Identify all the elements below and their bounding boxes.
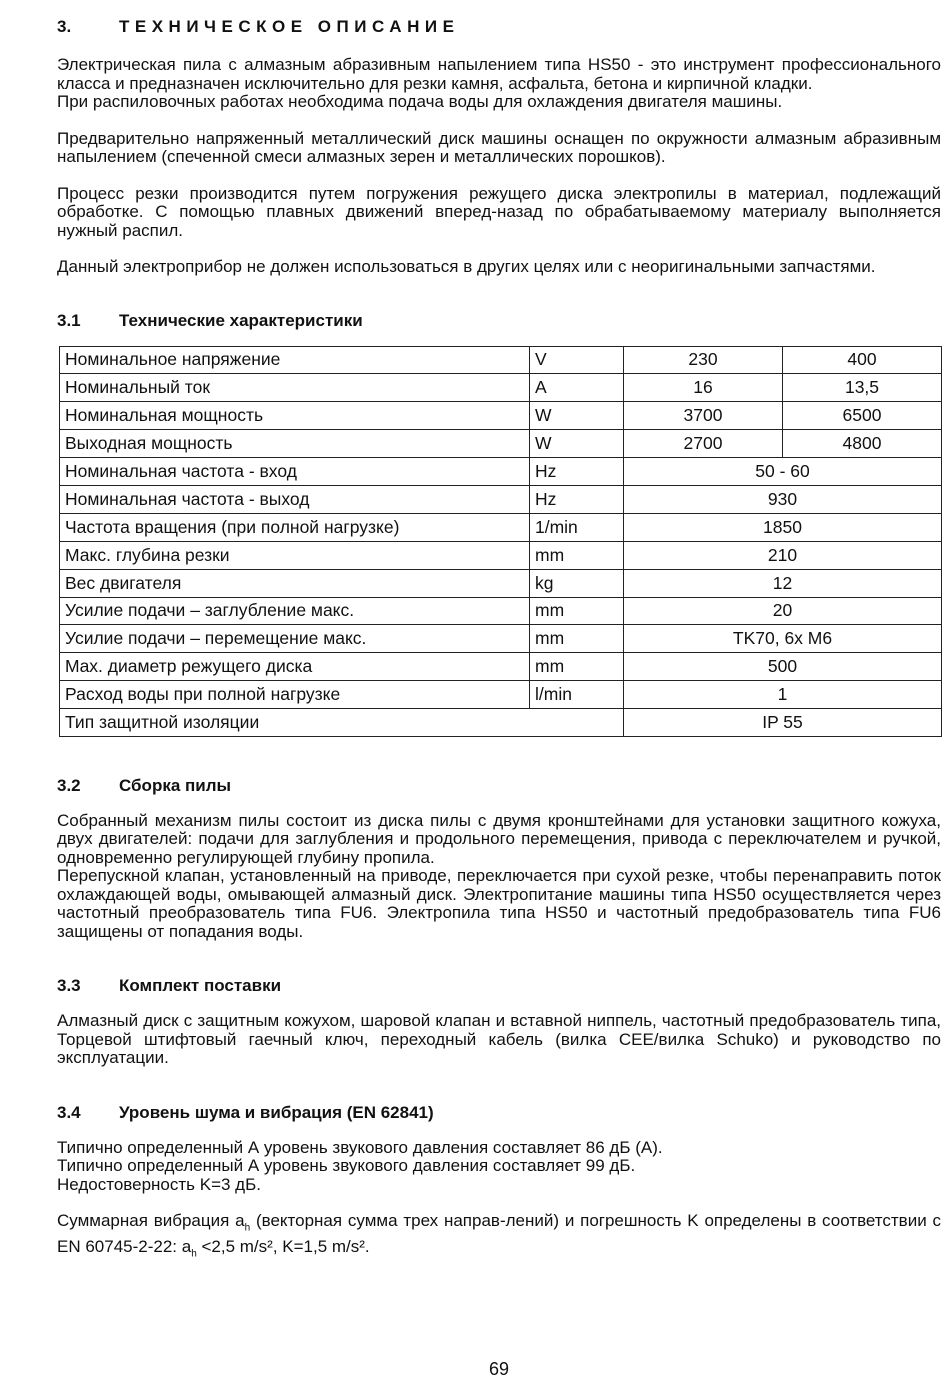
- spec-label: Номинальная мощность: [60, 402, 530, 430]
- spec-value: 210: [624, 541, 942, 569]
- section-number: 3.4: [57, 1102, 81, 1122]
- spec-value: 1: [624, 681, 942, 709]
- vibration-text: Суммарная вибрация a: [57, 1211, 245, 1231]
- noise-line: Типично определенный А уровень звукового давления составляет 86 дБ (А).: [57, 1137, 663, 1157]
- spec-label: Выходная мощность: [60, 430, 530, 458]
- spec-unit: l/min: [530, 681, 624, 709]
- spec-table: [59, 346, 942, 737]
- table-row: [60, 485, 942, 513]
- spec-value: 6500: [783, 402, 942, 430]
- spec-value: 16: [624, 374, 783, 402]
- document-page: [57, 14, 941, 1264]
- paragraph: Перепускной клапан, установленный на приводе, переключается при сухой резке, чтобы перенаправить поток охлаждающей воды, омывающей алмазный диск. Электропитание машины типа HS50 осуществляется через частотный преобразователь типа FU6. Электропила типа HS50 и частотный предобразователь типа FU6 защищены от попадания воды.: [57, 866, 941, 941]
- section-3-2-heading: [57, 775, 941, 797]
- spec-value: 50 - 60: [624, 458, 942, 486]
- table-row: [60, 653, 942, 681]
- spec-label: Max. диаметр режущего диска: [60, 653, 530, 681]
- section-number: 3.: [57, 17, 72, 36]
- spec-unit: kg: [530, 569, 624, 597]
- table-row: [60, 625, 942, 653]
- spec-label: Номинальная частота - выход: [60, 485, 530, 513]
- spec-value: 12: [624, 569, 942, 597]
- section-number: 3.1: [57, 310, 81, 330]
- paragraph: Электрическая пила с алмазным абразивным напылением типа HS50 - это инструмент профессионального класса и предназначен исключительно для резки камня, асфальта, бетона и кирпичной кладки.: [57, 55, 941, 93]
- spec-label: Макс. глубина резки: [60, 541, 530, 569]
- spec-value: 1850: [624, 513, 942, 541]
- paragraph: Предварительно напряженный металлический диск машины оснащен по окружности алмазным абразивным напылением (спеченной смеси алмазных зерен и металлических порошков).: [57, 128, 941, 166]
- spec-unit: mm: [530, 653, 624, 681]
- table-row: [60, 402, 942, 430]
- spec-unit: Hz: [530, 485, 624, 513]
- section-3-1-heading: [57, 310, 941, 332]
- subscript: h: [191, 1248, 197, 1260]
- spec-value: 230: [624, 346, 783, 374]
- table-row: [60, 346, 942, 374]
- vibration-text: (векторная сумма трех направ-лений) и погрешность K определены в соответствии с EN 60745-2-22: a: [57, 1211, 942, 1257]
- section-title: Сборка пилы: [119, 775, 232, 795]
- section-title: Технические характеристики: [119, 310, 363, 330]
- table-row: [60, 681, 942, 709]
- spec-label: Вес двигателя: [60, 569, 530, 597]
- spec-value: 930: [624, 485, 942, 513]
- spec-unit: V: [530, 346, 624, 374]
- section-number: 3.2: [57, 775, 81, 795]
- paragraph: Процесс резки производится путем погружения режущего диска электропилы в материал, подлежащий обработке. С помощью плавных движений вперед-назад по обрабатываемому материалу выполняется нужный распил.: [57, 183, 941, 240]
- paragraph: Данный электроприбор не должен использоваться в других целях или с неоригинальными запчастями.: [57, 257, 876, 276]
- table-row: [60, 541, 942, 569]
- spec-value: 2700: [624, 430, 783, 458]
- page-number: 69: [488, 1359, 510, 1379]
- section-title: ТЕХНИЧЕСКОЕ ОПИСАНИЕ: [119, 17, 460, 36]
- spec-label: Усилие подачи – заглубление макс.: [60, 597, 530, 625]
- spec-label: Расход воды при полной нагрузке: [60, 681, 530, 709]
- spec-label: Тип защитной изоляции: [60, 709, 624, 737]
- section-number: 3.3: [57, 976, 81, 996]
- spec-value: 500: [624, 653, 942, 681]
- vibration-paragraph: [57, 1212, 941, 1264]
- section-title: Комплект поставки: [119, 976, 282, 996]
- spec-unit: mm: [530, 625, 624, 653]
- spec-unit: Hz: [530, 458, 624, 486]
- table-row: [60, 569, 942, 597]
- spec-value: IP 55: [624, 709, 942, 737]
- section-3-heading: [57, 16, 941, 38]
- subscript: h: [244, 1222, 251, 1234]
- spec-label: Номинальная частота - вход: [60, 458, 530, 486]
- section-title: Уровень шума и вибрация (EN 62841): [119, 1102, 434, 1122]
- paragraph: Собранный механизм пилы состоит из диска пилы с двумя кронштейнами для установки защитного кожуха, двух двигателей: подачи для заглубления и продольного перемещения, привода с переключателем и ручкой, одновременно регулирующей глубину пропила.: [57, 810, 941, 867]
- table-row: [60, 458, 942, 486]
- table-row: [60, 709, 942, 737]
- spec-unit: W: [530, 402, 624, 430]
- spec-value: 400: [783, 346, 942, 374]
- spec-unit: A: [530, 374, 624, 402]
- table-row: [60, 374, 942, 402]
- spec-value: 13,5: [783, 374, 942, 402]
- spec-value: 20: [624, 597, 942, 625]
- spec-label: Усилие подачи – перемещение макс.: [60, 625, 530, 653]
- spec-unit: 1/min: [530, 513, 624, 541]
- paragraph: Алмазный диск с защитным кожухом, шаровой клапан и вставной ниппель, частотный предобразователь типа, Торцевой штифтовый гаечный ключ, переходный кабель (вилка CEE/вилка Schuko) и руководство по эксплуатации.: [57, 1011, 941, 1068]
- spec-label: Номинальное напряжение: [60, 346, 530, 374]
- spec-label: Частота вращения (при полной нагрузке): [60, 513, 530, 541]
- noise-line: Типично определенный А уровень звукового давления составляет 99 дБ.: [57, 1156, 636, 1176]
- table-row: [60, 513, 942, 541]
- spec-unit: W: [530, 430, 624, 458]
- spec-value: TK70, 6x M6: [624, 625, 942, 653]
- section-3-3-heading: [57, 975, 941, 997]
- table-row: [60, 597, 942, 625]
- spec-label: Номинальный ток: [60, 374, 530, 402]
- vibration-text: <2,5 m/s², K=1,5 m/s².: [196, 1237, 370, 1257]
- spec-value: 3700: [624, 402, 783, 430]
- spec-value: 4800: [783, 430, 942, 458]
- table-row: [60, 430, 942, 458]
- spec-unit: mm: [530, 597, 624, 625]
- paragraph: При распиловочных работах необходима подача воды для охлаждения двигателя машины.: [57, 92, 783, 111]
- section-3-4-heading: [57, 1102, 941, 1124]
- spec-unit: mm: [530, 541, 624, 569]
- uncertainty-line: Недостоверность K=3 дБ.: [57, 1174, 261, 1194]
